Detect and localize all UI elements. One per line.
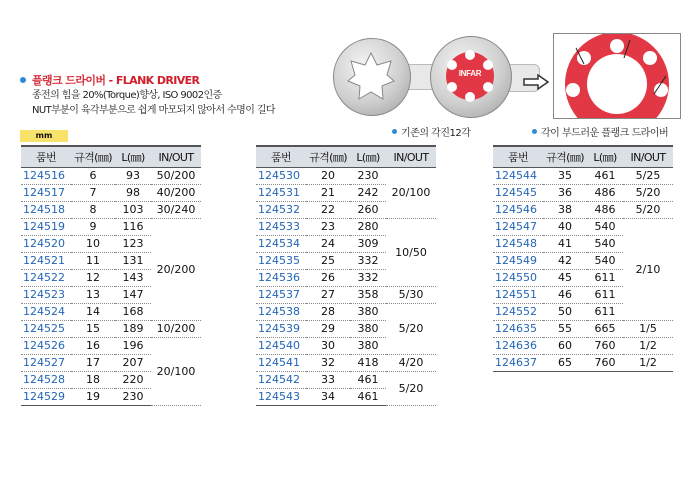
- size-cell: 25: [306, 253, 350, 270]
- length-cell: 230: [115, 389, 151, 406]
- in-out-cell: 5/25: [623, 168, 673, 185]
- length-cell: 280: [350, 219, 386, 236]
- column-header: IN/OUT: [386, 146, 436, 168]
- part-number-cell: 124635: [493, 321, 543, 338]
- table-row: [21, 219, 201, 236]
- in-out-cell: 5/20: [623, 202, 673, 219]
- part-number-cell: 124517: [21, 185, 71, 202]
- part-number-cell: 124525: [21, 321, 71, 338]
- column-header: L(㎜): [587, 146, 623, 168]
- table-row: [21, 321, 201, 338]
- arrow-right-icon: [523, 74, 549, 90]
- size-cell: 24: [306, 236, 350, 253]
- part-number-cell: 124520: [21, 236, 71, 253]
- caption-conventional-text: 기존의 각진12각: [401, 128, 471, 139]
- spec-table-3: [493, 145, 673, 372]
- length-cell: 380: [350, 304, 386, 321]
- column-header: L(㎜): [350, 146, 386, 168]
- intro-line-durability: NUT부분이 육각부분으로 쉽게 마모되지 않아서 수명이 길다: [32, 105, 275, 116]
- size-cell: 9: [71, 219, 115, 236]
- length-cell: 168: [115, 304, 151, 321]
- size-cell: 41: [543, 236, 587, 253]
- size-cell: 40: [543, 219, 587, 236]
- length-cell: 611: [587, 304, 623, 321]
- size-cell: 21: [306, 185, 350, 202]
- length-cell: 332: [350, 253, 386, 270]
- flank-detail-figure: [553, 33, 681, 119]
- table-row: [493, 185, 673, 202]
- length-cell: 260: [350, 202, 386, 219]
- column-header: L(㎜): [115, 146, 151, 168]
- in-out-cell: 10/50: [386, 219, 436, 287]
- bullet-icon: [532, 129, 537, 134]
- part-number-cell: 124548: [493, 236, 543, 253]
- bullet-icon: [20, 77, 26, 83]
- part-number-cell: 124521: [21, 253, 71, 270]
- length-cell: 116: [115, 219, 151, 236]
- column-header: 규격(㎜): [71, 146, 115, 168]
- length-cell: 760: [587, 355, 623, 372]
- size-cell: 28: [306, 304, 350, 321]
- size-cell: 45: [543, 270, 587, 287]
- size-cell: 8: [71, 202, 115, 219]
- table-row: [256, 219, 436, 236]
- in-out-cell: 1/2: [623, 355, 673, 372]
- table-row: [493, 219, 673, 236]
- table-row: [256, 372, 436, 389]
- size-cell: 26: [306, 270, 350, 287]
- length-cell: 230: [350, 168, 386, 185]
- table-row: [256, 355, 436, 372]
- table-row: [21, 338, 201, 355]
- header-row: [21, 146, 201, 168]
- part-number-cell: 124538: [256, 304, 306, 321]
- in-out-cell: 5/20: [386, 304, 436, 355]
- in-out-cell: 5/20: [386, 372, 436, 406]
- part-number-cell: 124531: [256, 185, 306, 202]
- length-cell: 540: [587, 253, 623, 270]
- part-number-cell: 124545: [493, 185, 543, 202]
- in-out-cell: 1/2: [623, 338, 673, 355]
- size-cell: 16: [71, 338, 115, 355]
- size-cell: 20: [306, 168, 350, 185]
- table-row: [256, 304, 436, 321]
- in-out-cell: 10/200: [151, 321, 201, 338]
- part-number-cell: 124542: [256, 372, 306, 389]
- part-number-cell: 124551: [493, 287, 543, 304]
- size-cell: 32: [306, 355, 350, 372]
- in-out-cell: 4/20: [386, 355, 436, 372]
- length-cell: 207: [115, 355, 151, 372]
- length-cell: 220: [115, 372, 151, 389]
- column-header: 규격(㎜): [306, 146, 350, 168]
- length-cell: 611: [587, 287, 623, 304]
- table-row: [256, 287, 436, 304]
- part-number-cell: 124522: [21, 270, 71, 287]
- size-cell: 35: [543, 168, 587, 185]
- intro-line-torque: 종전의 힘을 20%(Torque)향상, ISO 9002인증: [32, 90, 222, 101]
- part-number-cell: 124532: [256, 202, 306, 219]
- length-cell: 242: [350, 185, 386, 202]
- part-number-cell: 124523: [21, 287, 71, 304]
- part-number-cell: 124550: [493, 270, 543, 287]
- length-cell: 309: [350, 236, 386, 253]
- spec-table-2: [256, 145, 436, 406]
- in-out-cell: 20/200: [151, 219, 201, 321]
- size-cell: 19: [71, 389, 115, 406]
- size-cell: 13: [71, 287, 115, 304]
- in-out-cell: 40/200: [151, 185, 201, 202]
- length-cell: 98: [115, 185, 151, 202]
- length-cell: 540: [587, 219, 623, 236]
- length-cell: 93: [115, 168, 151, 185]
- table-row: [493, 321, 673, 338]
- size-cell: 30: [306, 338, 350, 355]
- part-number-cell: 124535: [256, 253, 306, 270]
- unit-badge: mm: [20, 130, 68, 142]
- size-cell: 34: [306, 389, 350, 406]
- part-number-cell: 124546: [493, 202, 543, 219]
- size-cell: 42: [543, 253, 587, 270]
- size-cell: 60: [543, 338, 587, 355]
- column-header: 품번: [21, 146, 71, 168]
- length-cell: 461: [350, 372, 386, 389]
- length-cell: 189: [115, 321, 151, 338]
- length-cell: 196: [115, 338, 151, 355]
- column-header: 규격(㎜): [543, 146, 587, 168]
- part-number-cell: 124543: [256, 389, 306, 406]
- length-cell: 143: [115, 270, 151, 287]
- flank-ring-figure: [428, 34, 538, 118]
- column-header: IN/OUT: [151, 146, 201, 168]
- part-number-cell: 124528: [21, 372, 71, 389]
- size-cell: 38: [543, 202, 587, 219]
- size-cell: 15: [71, 321, 115, 338]
- part-number-cell: 124552: [493, 304, 543, 321]
- brand-logo: INFAR: [458, 69, 482, 78]
- length-cell: 611: [587, 270, 623, 287]
- table-row: [493, 168, 673, 185]
- column-header: IN/OUT: [623, 146, 673, 168]
- part-number-cell: 124536: [256, 270, 306, 287]
- length-cell: 380: [350, 321, 386, 338]
- product-title: 플랭크 드라이버 - FLANK DRIVER: [32, 74, 200, 87]
- part-number-cell: 124537: [256, 287, 306, 304]
- size-cell: 6: [71, 168, 115, 185]
- size-cell: 17: [71, 355, 115, 372]
- part-number-cell: 124519: [21, 219, 71, 236]
- size-cell: 14: [71, 304, 115, 321]
- length-cell: 486: [587, 185, 623, 202]
- length-cell: 123: [115, 236, 151, 253]
- length-cell: 103: [115, 202, 151, 219]
- part-number-cell: 124533: [256, 219, 306, 236]
- part-number-cell: 124540: [256, 338, 306, 355]
- column-header: 품번: [256, 146, 306, 168]
- part-number-cell: 124541: [256, 355, 306, 372]
- length-cell: 540: [587, 236, 623, 253]
- length-cell: 665: [587, 321, 623, 338]
- table-row: [21, 185, 201, 202]
- length-cell: 380: [350, 338, 386, 355]
- size-cell: 55: [543, 321, 587, 338]
- part-number-cell: 124547: [493, 219, 543, 236]
- length-cell: 760: [587, 338, 623, 355]
- size-cell: 23: [306, 219, 350, 236]
- part-number-cell: 124637: [493, 355, 543, 372]
- part-number-cell: 124526: [21, 338, 71, 355]
- part-number-cell: 124527: [21, 355, 71, 372]
- size-cell: 46: [543, 287, 587, 304]
- in-out-cell: 5/30: [386, 287, 436, 304]
- part-number-cell: 124518: [21, 202, 71, 219]
- size-cell: 7: [71, 185, 115, 202]
- size-cell: 22: [306, 202, 350, 219]
- in-out-cell: 1/5: [623, 321, 673, 338]
- in-out-cell: 30/240: [151, 202, 201, 219]
- product-title-row: [20, 72, 340, 88]
- part-number-cell: 124549: [493, 253, 543, 270]
- table-row: [493, 202, 673, 219]
- part-number-cell: 124516: [21, 168, 71, 185]
- table-row: [493, 355, 673, 372]
- length-cell: 486: [587, 202, 623, 219]
- in-out-cell: 20/100: [151, 338, 201, 406]
- in-out-cell: 20/100: [386, 168, 436, 219]
- part-number-cell: 124530: [256, 168, 306, 185]
- size-cell: 65: [543, 355, 587, 372]
- size-cell: 33: [306, 372, 350, 389]
- part-number-cell: 124544: [493, 168, 543, 185]
- in-out-cell: 2/10: [623, 219, 673, 321]
- size-cell: 29: [306, 321, 350, 338]
- part-number-cell: 124539: [256, 321, 306, 338]
- size-cell: 11: [71, 253, 115, 270]
- table-row: [21, 168, 201, 185]
- part-number-cell: 124524: [21, 304, 71, 321]
- part-number-cell: 124636: [493, 338, 543, 355]
- header-row: [256, 146, 436, 168]
- length-cell: 358: [350, 287, 386, 304]
- conventional-ring-figure: [333, 36, 433, 116]
- bullet-icon: [392, 129, 397, 134]
- in-out-cell: 5/20: [623, 185, 673, 202]
- size-cell: 10: [71, 236, 115, 253]
- column-header: 품번: [493, 146, 543, 168]
- size-cell: 36: [543, 185, 587, 202]
- caption-flank-text: 각이 부드러운 플랭크 드라이버: [541, 128, 669, 139]
- in-out-cell: 50/200: [151, 168, 201, 185]
- flank-profile-icon: [554, 34, 680, 118]
- caption-conventional: [392, 124, 470, 139]
- length-cell: 147: [115, 287, 151, 304]
- size-cell: 12: [71, 270, 115, 287]
- header-row: [493, 146, 673, 168]
- product-intro: [20, 72, 340, 118]
- spec-table-1: [21, 145, 201, 406]
- part-number-cell: 124534: [256, 236, 306, 253]
- size-cell: 18: [71, 372, 115, 389]
- size-cell: 50: [543, 304, 587, 321]
- caption-flank: [532, 124, 668, 139]
- length-cell: 461: [587, 168, 623, 185]
- table-row: [256, 168, 436, 185]
- size-cell: 27: [306, 287, 350, 304]
- length-cell: 461: [350, 389, 386, 406]
- length-cell: 332: [350, 270, 386, 287]
- length-cell: 131: [115, 253, 151, 270]
- twelve-point-socket-icon: [346, 51, 396, 101]
- table-row: [493, 338, 673, 355]
- part-number-cell: 124529: [21, 389, 71, 406]
- length-cell: 418: [350, 355, 386, 372]
- table-row: [21, 202, 201, 219]
